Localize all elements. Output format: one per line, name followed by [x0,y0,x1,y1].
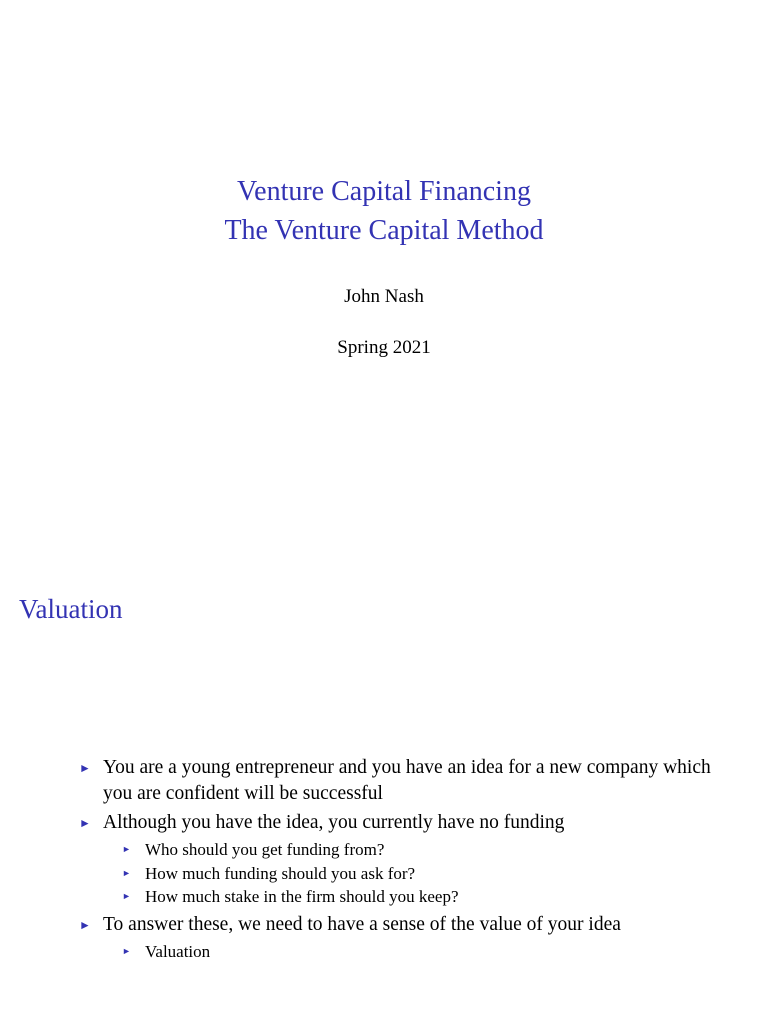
sub-bullet-list [103,940,729,964]
frame-title: Valuation [19,594,123,624]
title-line-1: Venture Capital Financing [237,176,531,207]
sub-bullet-item [122,862,729,886]
sub-bullet-text: Valuation [145,941,211,961]
author-name: John Nash [344,286,424,307]
sub-bullet-item [122,940,729,964]
bullet-text: Although you have the idea, you currently have no funding [103,812,565,833]
sub-bullet-triangle-icon: ► [122,844,131,854]
title-line-2: The Venture Capital Method [224,215,544,246]
bullet-triangle-icon: ► [79,816,91,830]
bullet-item [79,755,729,807]
bullet-triangle-icon: ► [79,917,91,932]
bullet-item [79,912,729,964]
sub-bullet-triangle-icon: ► [122,867,131,878]
presentation-date: Spring 2021 [337,337,431,358]
bullet-text: You are a young entrepreneur and you have an idea for a new company which you are confident will be successful [103,757,711,804]
sub-bullet-text: Who should you get funding from? [145,840,385,859]
sub-bullet-text: How much funding should you ask for? [145,863,416,883]
bullet-list [79,755,729,966]
sub-bullet-item [122,838,729,862]
bullet-text: To answer these, we need to have a sense of the value of your idea [103,913,621,935]
bullet-item [79,810,729,909]
sub-bullet-list [103,838,729,909]
sub-bullet-triangle-icon: ► [122,945,131,956]
presentation-title [0,172,768,250]
sub-bullet-text: How much stake in the firm should you keep? [145,887,459,906]
sub-bullet-triangle-icon: ► [122,891,131,901]
bullet-triangle-icon: ► [79,761,91,775]
sub-bullet-item [122,885,729,909]
